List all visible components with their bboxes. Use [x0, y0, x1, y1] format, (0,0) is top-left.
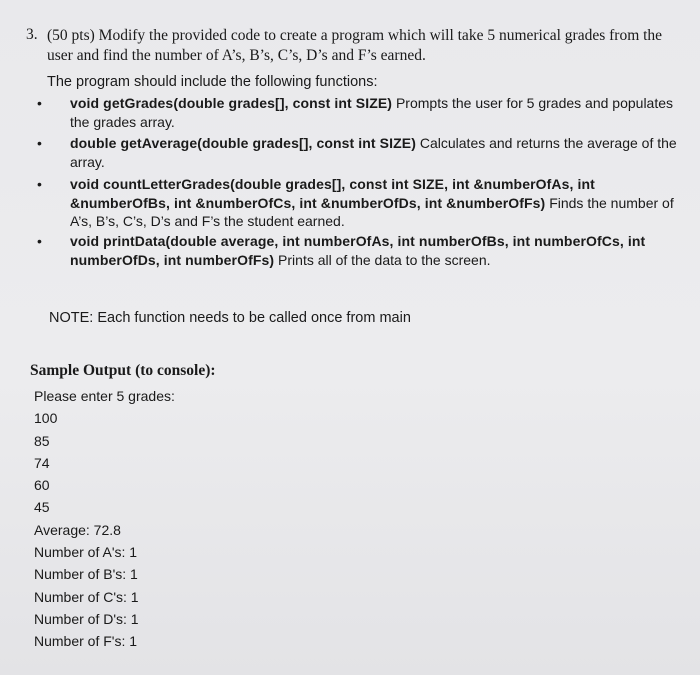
console-line: Number of C's: 1: [34, 588, 139, 605]
bullet-icon: •: [37, 233, 42, 249]
console-line: Number of F's: 1: [34, 633, 138, 650]
function-item-countlettergrades: [37, 175, 680, 231]
console-line: Number of D's: 1: [34, 610, 139, 627]
console-line: 74: [34, 454, 50, 471]
function-description: Calculates and returns the average of the array.: [70, 135, 677, 170]
function-description: Finds the number of A’s, B’s, C’s, D’s and F’s the student earned.: [70, 194, 674, 229]
console-line: 60: [34, 477, 50, 494]
function-description: Prompts the user for 5 grades and populates the grades array.: [70, 95, 674, 130]
function-signature: void printData(double average, int numberOfAs, int numberOfBs, int numberOfCs, int numberOfDs, int numberOfFs): [70, 233, 646, 268]
function-item-getaverage: [37, 134, 680, 171]
console-line: Number of B's: 1: [34, 566, 138, 583]
question-text: (50 pts) Modify the provided code to create a program which will take 5 numerical grades from the user and find the number of A’s, B’s, C’s, D’s and F’s earned.: [47, 27, 663, 64]
requirements-intro: The program should include the following functions:: [47, 74, 378, 90]
function-description: Prints all of the data to the screen.: [274, 251, 491, 268]
sample-output-label: Sample Output (to console):: [30, 362, 216, 379]
function-signature: void countLetterGrades(double grades[], const int SIZE, int &numberOfAs, int &numberOfBs, int &numberOfCs, int &numberOfDs, int &numberOfFs): [70, 176, 595, 211]
function-signature: double getAverage(double grades[], const int SIZE): [70, 135, 416, 151]
function-item-printdata: [37, 232, 680, 269]
question-number: 3.: [26, 26, 38, 43]
bullet-icon: •: [37, 135, 42, 151]
sample-console-output: [34, 385, 175, 653]
console-line: Average: 72.8: [34, 521, 121, 538]
function-item-getgrades: [37, 94, 680, 131]
console-line: 45: [34, 499, 50, 516]
bullet-icon: •: [37, 95, 42, 111]
console-line: Number of A's: 1: [34, 544, 138, 561]
function-signature: void getGrades(double grades[], const int SIZE): [70, 95, 393, 111]
console-line: Please enter 5 grades:: [34, 388, 175, 404]
console-line: 100: [34, 410, 58, 427]
note-text: NOTE: Each function needs to be called once from main: [49, 310, 411, 326]
console-line: 85: [34, 432, 50, 449]
bullet-icon: •: [37, 176, 42, 192]
